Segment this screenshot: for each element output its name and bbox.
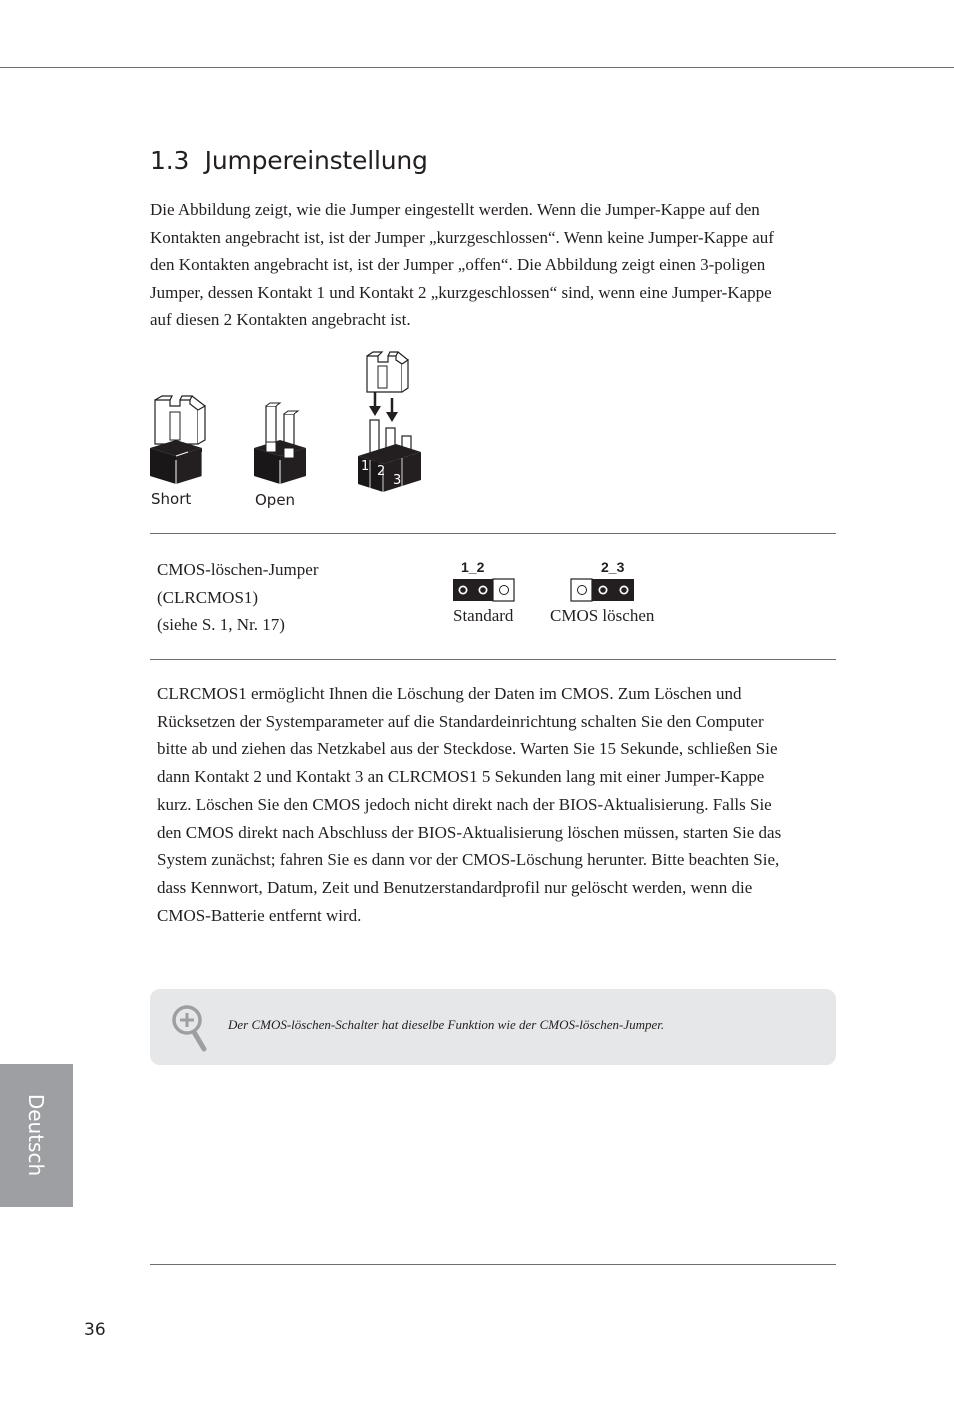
table-bottom-rule [150,659,836,660]
jumper-name-line: CMOS-löschen-Jumper [157,560,319,579]
pin-number-1: 1 [361,459,370,474]
pins-setting-clear [570,556,638,604]
short-label: Short [151,490,192,508]
pin-number-2: 2 [377,464,386,479]
body-paragraph: CLRCMOS1 ermöglicht Ihnen die Löschung der Daten im CMOS. Zum Löschen und Rücksetzen der Systemparameter auf die Standardeinrichtung schalten Sie den Computer bitte ab und ziehen das Netzkabel aus der Steckdose. Warten Sie 15 Sekunde, schließen Sie dann Kontakt 2 und Kontakt 3 an CLRCMOS1 5 Sekunden lang mit einer Jumper-Kappe kurz. Löschen Sie den CMOS jedoch nicht direkt nach der BIOS-Aktualisierung. Falls Sie den CMOS direkt nach Abschluss der BIOS-Aktualisierung löschen müssen, starten Sie das System zunächst; fahren Sie es dann vor der CMOS-Löschung herunter. Bitte beachten Sie, dass Kennwort, Datum, Zeit und Benutzerstandardprofil nur gelöscht werden, wenn die CMOS-Batterie entfernt wird. [157,684,782,925]
section-heading [150,146,428,175]
jumper-name-line: (siehe S. 1, Nr. 17) [157,615,285,634]
jumper-diagram [146,348,436,518]
pins-setting-standard [452,556,518,604]
table-top-rule [150,533,836,534]
jumper-name [157,556,417,639]
three-pin-jumper [358,352,421,492]
open-label: Open [255,491,296,509]
section-title: Jumpereinstellung [204,146,428,175]
setting-label-clear: CMOS löschen [550,606,655,625]
page-number: 36 [84,1320,106,1340]
jumper-name-line: (CLRCMOS1) [157,587,259,607]
open-jumper [254,403,306,484]
pins-label-clear: 2_3 [601,559,625,575]
language-side-tab [0,1064,73,1207]
note-text: Der CMOS-löschen-Schalter hat dieselbe Funktion wie der CMOS-löschen-Jumper. [228,1017,665,1032]
short-jumper [150,396,205,484]
section-number: 1.3 [150,146,190,175]
setting-label-standard: Standard [453,606,514,625]
pin-number-3: 3 [393,473,402,488]
bottom-rule [150,1264,836,1265]
magnifier-plus-icon [170,1003,210,1053]
top-rule [0,67,954,68]
intro-paragraph: Die Abbildung zeigt, wie die Jumper eingestellt werden. Wenn die Jumper-Kappe auf den Kontakten angebracht ist, ist der Jumper „kurzgeschlossen“. Wenn keine Jumper-Kappe auf den Kontakten angebracht ist, ist der Jumper „offen“. Die Abbildung zeigt einen 3-poligen Jumper, dessen Kontakt 1 und Kontakt 2 „kurzgeschlossen“ sind, wenn eine Jumper-Kappe auf diesen 2 Kontakten angebracht ist. [150,200,774,330]
pins-label-standard: 1_2 [461,559,485,575]
note-box [150,989,836,1065]
language-side-tab-label: Deutsch [24,1093,48,1177]
